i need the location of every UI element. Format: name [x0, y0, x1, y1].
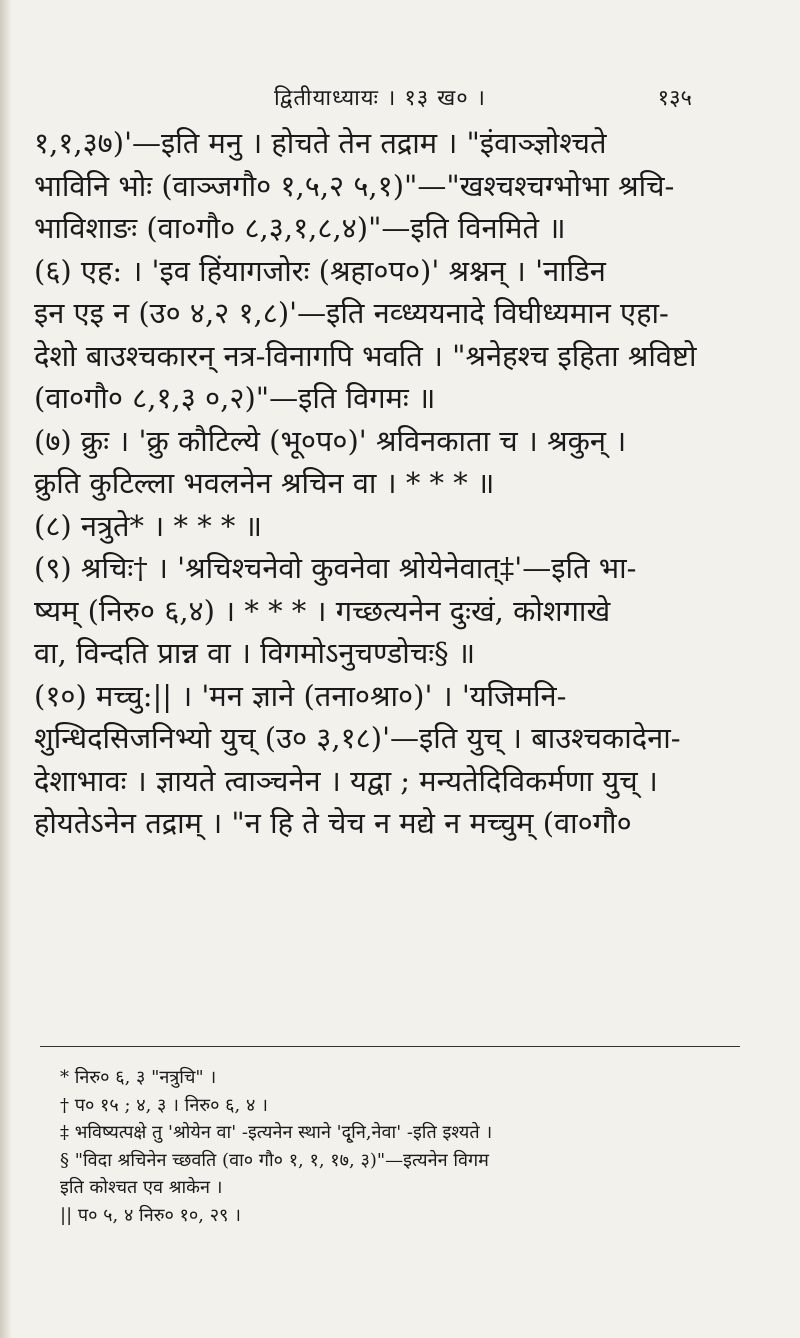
text-line: (७) क्रुः । 'क्रु कौटिल्ये (भू०प०)' श्रविनकाता च । श्रकुन् ।: [34, 423, 627, 458]
footnote: ‡ भविष्यत्पक्षे तु 'श्रोयेन वा' -इत्यनेन स्थाने 'दृ्नि,नेवा' -इति इश्यते ।: [60, 1122, 493, 1143]
text-line: १,१,३७)'—इति मनु । होचते तेन तद्राम । "इंवाञ्ज्ञोश्चते: [34, 126, 607, 160]
text-line: (१०) मच्चु:|| । 'मन ज्ञाने (तना०श्रा०)' । 'यजिमनि-: [34, 678, 567, 713]
text-line: वा, विन्दति प्रान्न वा । विगमोऽनुचण्डोचः§ ॥: [34, 636, 476, 670]
text-line: देशाभावः । ज्ञायते त्वाञ्चनेन । यद्वा ; मन्यतेदिविकर्मणा युच् ।: [34, 763, 658, 798]
text-line: होयतेऽनेन तद्राम् । "न हि ते चेच न मद्ये न मच्चुम् (वा०गौ०: [34, 806, 632, 840]
footnote: * निरु० ६, ३ "नत्रुचि" ।: [60, 1067, 217, 1088]
text-line: ष्यम् (निरु० ६,४) । * * * । गच्छत्यनेन दुःखं, कोशगाखे: [34, 593, 611, 628]
text-line: देशो बाउश्चकारन् नत्र-विनागपि भवति । "श्रनेहश्च इहिता श्रविष्टो: [34, 338, 697, 373]
footnote: † प० १५ ; ४, ३ । निरु० ६, ४ ।: [60, 1094, 268, 1116]
header-title: द्वितीयाध्यायः । १३ ख० ।: [274, 86, 486, 111]
text-line: (८) नत्रुते* । * * * ॥: [34, 508, 263, 543]
page-number: १३५: [657, 86, 692, 111]
text-line: (६) एह: । 'इव हिंयागजोरः (श्रहा०प०)' श्रश्नन् । 'नाडिन: [34, 253, 606, 288]
main-text: [34, 122, 738, 845]
text-line: शुन्धिदसिजनिभ्यो युच् (उ० ३,१८)'—इति युच् । बाउश्चकादेना-: [34, 721, 681, 755]
text-line: (वा०गौ० ८,१,३ ०,२)"—इति विगमः ॥: [34, 381, 436, 415]
footnote: || प० ५, ४ निरु० १०, २९ ।: [60, 1204, 241, 1226]
footnote: § "विदा श्रचिनेन च्छवति (वा० गौ० १, १, १७, ३)"—इत्यनेन विगम: [60, 1149, 489, 1171]
text-line: भाविशाङः (वा०गौ० ८,३,१,८,४)"—इति विनमिते ॥: [34, 211, 566, 245]
text-line: (९) श्रचिः† । 'श्रचिश्चनेवो कुवनेवा श्रोयेनेवात्‡'—इति भा-: [34, 551, 637, 585]
text-line: भाविनि भोः (वाञ्जगौ० १,५,२ ५,१)"—"खश्चश्चग्भोभा श्रचि-: [34, 168, 675, 203]
text-line: क्रुति कुटिल्ला भवलनेन श्रचिन वा । * * * ॥: [34, 466, 495, 500]
footnote-divider: [40, 1046, 740, 1047]
text-line: इन एइ न (उ० ४,२ १,८)'—इति नव्ध्ययनादे विघीध्यमान एहा-: [34, 296, 669, 330]
footnote-continuation: इति कोश्चत एव श्राकेन ।: [60, 1177, 223, 1198]
footnotes: [60, 1064, 730, 1229]
running-header: [0, 82, 800, 112]
page-binding-edge: [0, 0, 12, 1338]
